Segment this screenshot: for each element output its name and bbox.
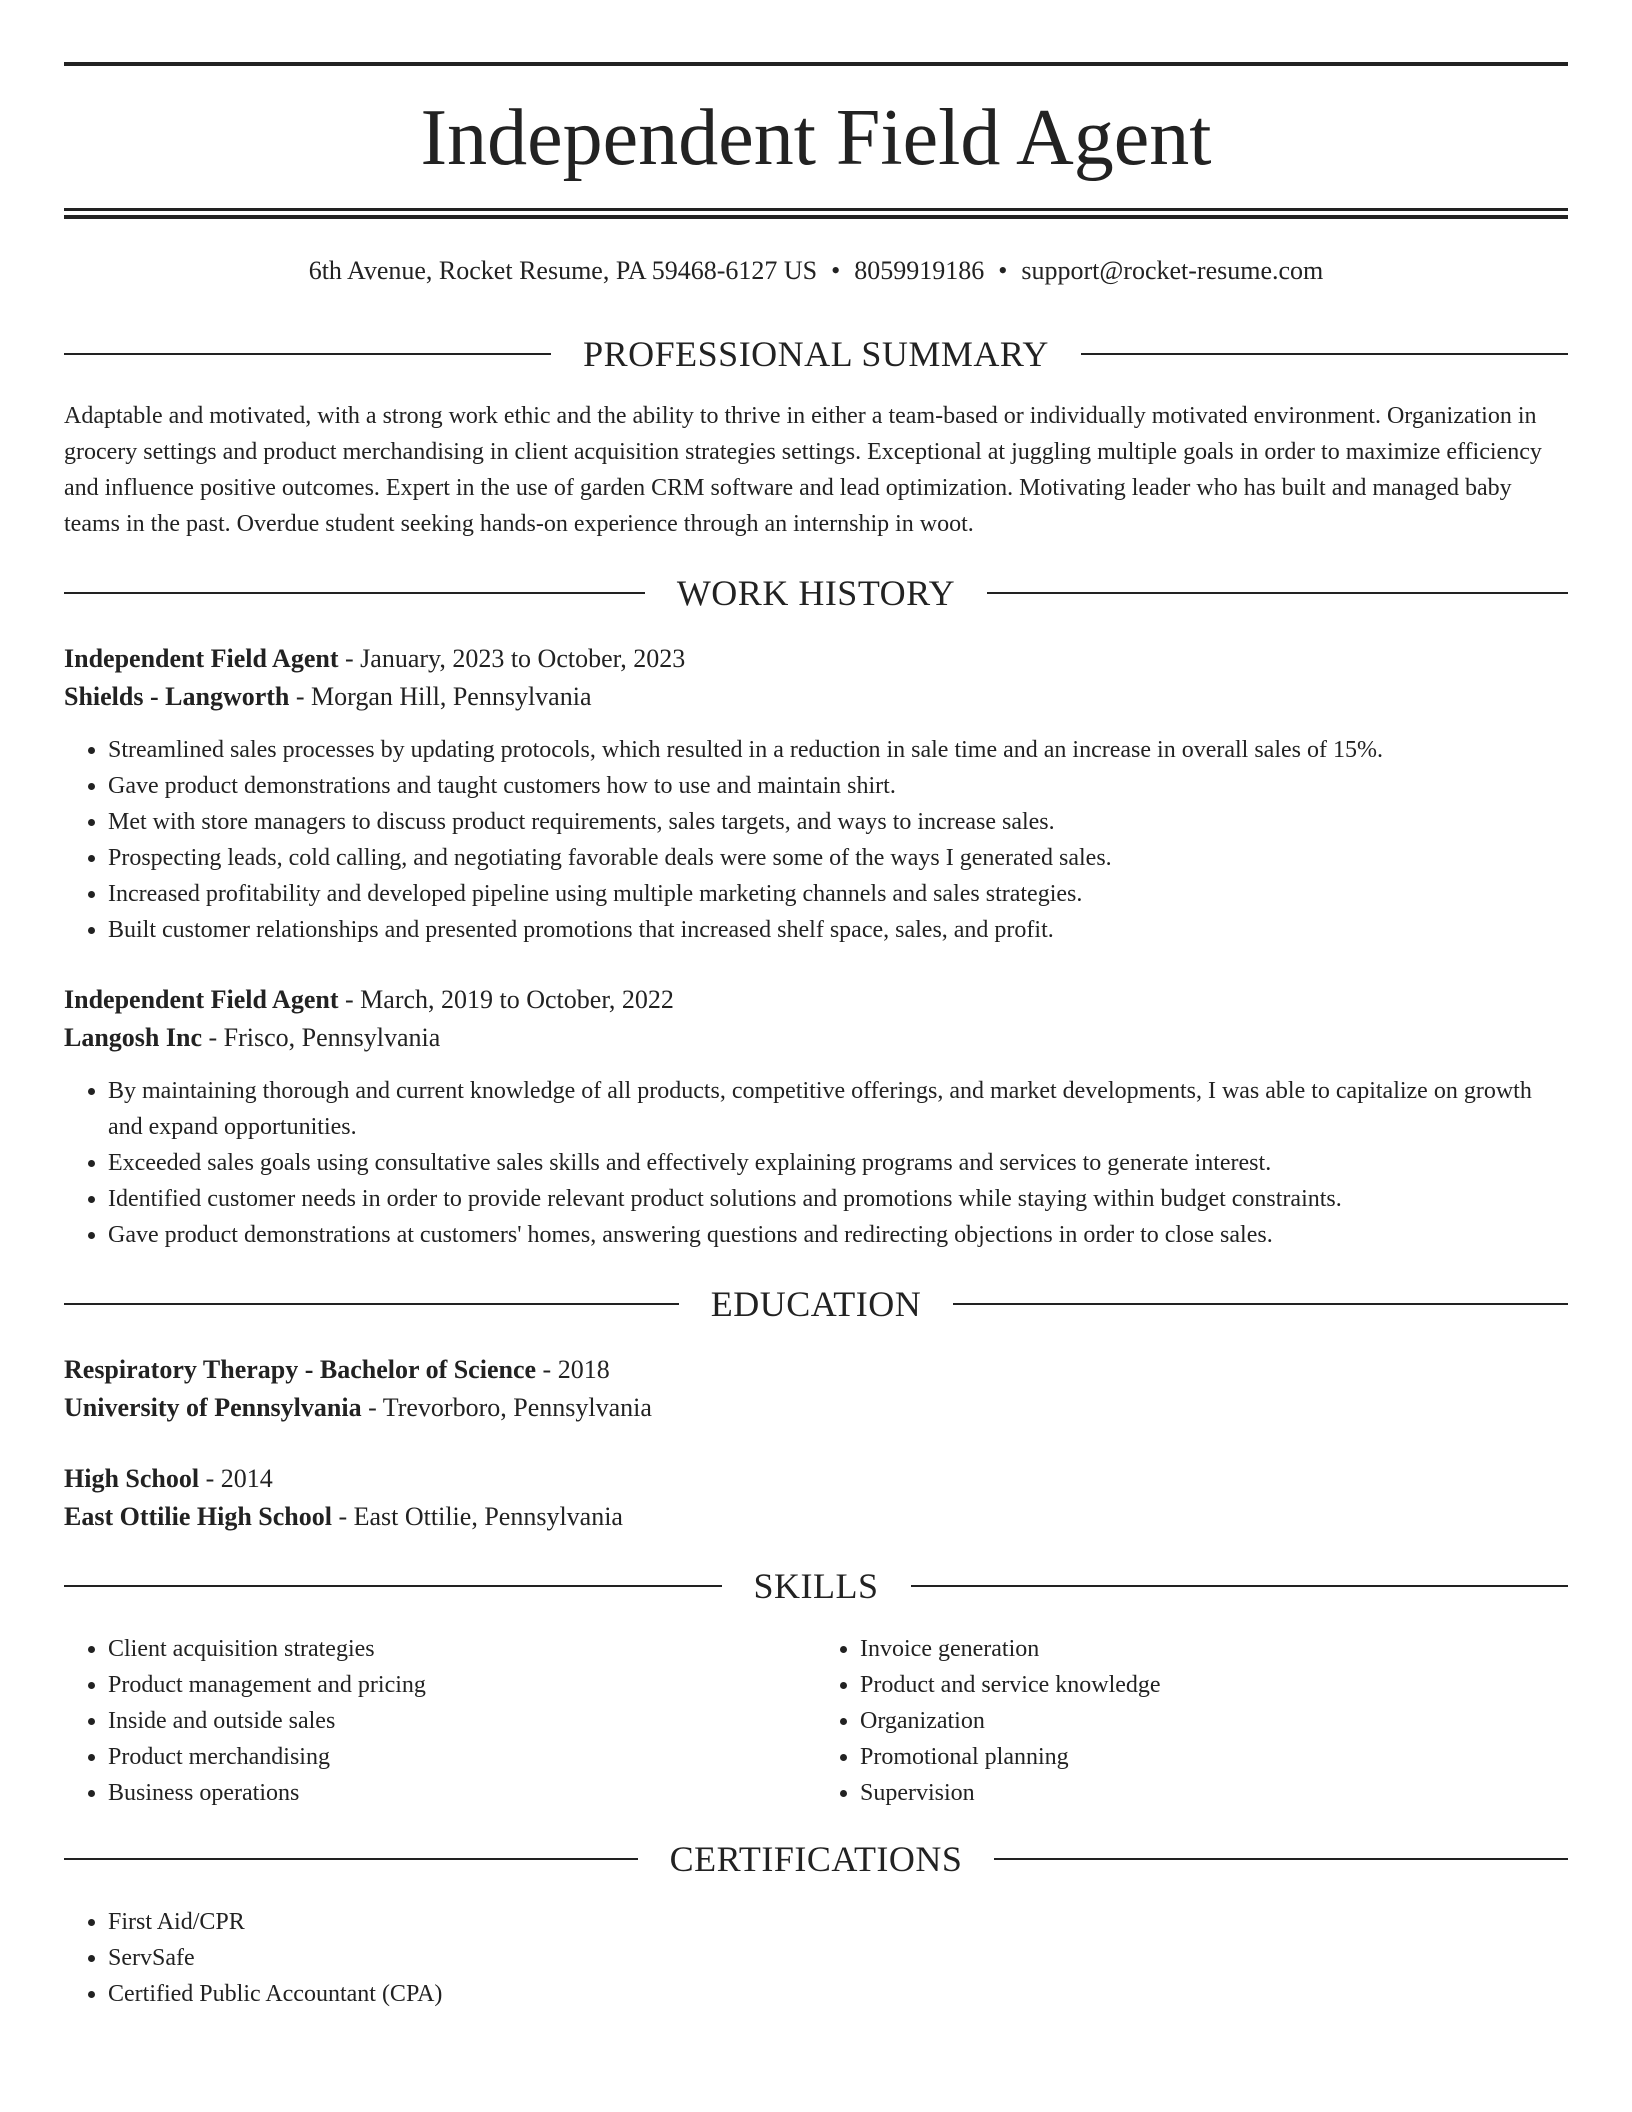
separator-dot: • [998, 256, 1008, 285]
company-name: Langosh Inc [64, 1023, 202, 1052]
skills-column-left [64, 1631, 816, 1811]
certifications-list [64, 1904, 1568, 2012]
section-heading-education [64, 1282, 1568, 1326]
job-bullets [64, 732, 1568, 948]
degree-year: - 2014 [199, 1464, 273, 1493]
education-entry [64, 1460, 1568, 1536]
heading-rule-right [987, 592, 1568, 594]
heading-rule-right [911, 1585, 1569, 1587]
list-item: • Built customer relationships and presented promotions that increased shelf space, sales, and profit. [108, 912, 1568, 948]
heading-rule-left [64, 1585, 722, 1587]
list-item: • Invoice generation [860, 1631, 1568, 1667]
separator-dot: • [831, 256, 841, 285]
company-location: - Frisco, Pennsylvania [202, 1023, 441, 1052]
summary-paragraph: Adaptable and motivated, with a strong work ethic and the ability to thrive in either a team-based or individually motivated environment. Organization in grocery settings and product merchandising in client acquisition strategies settings. Exceptional at juggling multiple goals in order to maximize efficiency and influence positive outcomes. Expert in the use of garden CRM software and lead optimization. Motivating leader who has built and managed baby teams in the past. Overdue student seeking hands-on experience through an internship in woot. [64, 403, 1542, 537]
degree-line [64, 1460, 1568, 1498]
list-item: • First Aid/CPR [108, 1904, 1568, 1940]
list-item: • ServSafe [108, 1940, 1568, 1976]
job-title-line [64, 981, 1568, 1019]
section-title: EDUCATION [710, 1284, 922, 1324]
list-item: • Product merchandising [108, 1739, 816, 1775]
school-name: University of Pennsylvania [64, 1393, 362, 1422]
list-item: • Organization [860, 1703, 1568, 1739]
list-item: • Exceeded sales goals using consultative sales skills and effectively explaining programs and services to generate interest. [108, 1145, 1568, 1181]
list-item: • Client acquisition strategies [108, 1631, 816, 1667]
heading-rule-right [1081, 353, 1568, 355]
certifications-bullets [64, 1904, 1568, 2012]
section-title: SKILLS [753, 1566, 879, 1606]
school-line [64, 1498, 1568, 1536]
school-line [64, 1389, 1568, 1427]
job-bullets [64, 1073, 1568, 1253]
list-item: • Identified customer needs in order to provide relevant product solutions and promotions while staying within budget constraints. [108, 1181, 1568, 1217]
heading-rule-right [953, 1303, 1568, 1305]
section-title: PROFESSIONAL SUMMARY [583, 334, 1049, 374]
school-name: East Ottilie High School [64, 1502, 332, 1531]
school-location: - East Ottilie, Pennsylvania [331, 1502, 623, 1531]
company-name: Shields - Langworth [64, 682, 290, 711]
degree-name: High School [64, 1464, 200, 1493]
list-item: • Business operations [108, 1775, 816, 1811]
contact-address: 6th Avenue, Rocket Resume, PA 59468-6127 US [308, 256, 818, 285]
list-item: • Gave product demonstrations and taught customers how to use and maintain shirt. [108, 768, 1568, 804]
list-item: • Inside and outside sales [108, 1703, 816, 1739]
list-item: • Streamlined sales processes by updating protocols, which resulted in a reduction in sale time and an increase in overall sales of 15%. [108, 732, 1568, 768]
company-location: - Morgan Hill, Pennsylvania [289, 682, 592, 711]
list-item: • Increased profitability and developed pipeline using multiple marketing channels and sales strategies. [108, 876, 1568, 912]
school-location: - Trevorboro, Pennsylvania [361, 1393, 652, 1422]
section-heading-summary [64, 332, 1568, 376]
job-company-line [64, 1019, 1568, 1057]
list-item: • Supervision [860, 1775, 1568, 1811]
job-title: Independent Field Agent [64, 985, 339, 1014]
section-title: WORK HISTORY [676, 573, 956, 613]
section-heading-certifications [64, 1837, 1568, 1881]
degree-year: - 2018 [536, 1355, 610, 1384]
job-company-line [64, 678, 1568, 716]
header-rule-thin [64, 208, 1568, 211]
heading-rule-left [64, 1858, 638, 1860]
list-item: • Product management and pricing [108, 1667, 816, 1703]
list-item: • Prospecting leads, cold calling, and negotiating favorable deals were some of the ways I generated sales. [108, 840, 1568, 876]
degree-name: Respiratory Therapy - Bachelor of Science [64, 1355, 537, 1384]
section-heading-work [64, 571, 1568, 615]
list-item: • Certified Public Accountant (CPA) [108, 1976, 1568, 2012]
section-heading-skills [64, 1564, 1568, 1608]
heading-rule-left [64, 353, 551, 355]
contact-phone: 8059919186 [854, 256, 985, 285]
contact-line [64, 253, 1568, 289]
work-entry [64, 981, 1568, 1253]
resume-name: Independent Field Agent [420, 94, 1212, 182]
section-title: CERTIFICATIONS [669, 1839, 963, 1879]
job-dates: - March, 2019 to October, 2022 [338, 985, 674, 1014]
job-title-line [64, 640, 1568, 678]
job-dates: - January, 2023 to October, 2023 [338, 644, 686, 673]
job-title: Independent Field Agent [64, 644, 339, 673]
skills-list [64, 1631, 1568, 1811]
list-item: • Met with store managers to discuss product requirements, sales targets, and ways to increase sales. [108, 804, 1568, 840]
heading-rule-right [994, 1858, 1568, 1860]
header-rule-thick [64, 215, 1568, 219]
contact-email: support@rocket-resume.com [1021, 256, 1324, 285]
list-item: • Product and service knowledge [860, 1667, 1568, 1703]
skills-column-right [816, 1631, 1568, 1811]
heading-rule-left [64, 1303, 679, 1305]
list-item: • Promotional planning [860, 1739, 1568, 1775]
work-entry [64, 640, 1568, 948]
list-item: • Gave product demonstrations at customers' homes, answering questions and redirecting objections in order to close sales. [108, 1217, 1568, 1253]
education-entry [64, 1351, 1568, 1427]
degree-line [64, 1351, 1568, 1389]
top-rule [64, 62, 1568, 66]
list-item: • By maintaining thorough and current knowledge of all products, competitive offerings, and market developments, I was able to capitalize on growth and expand opportunities. [108, 1073, 1568, 1145]
heading-rule-left [64, 592, 645, 594]
